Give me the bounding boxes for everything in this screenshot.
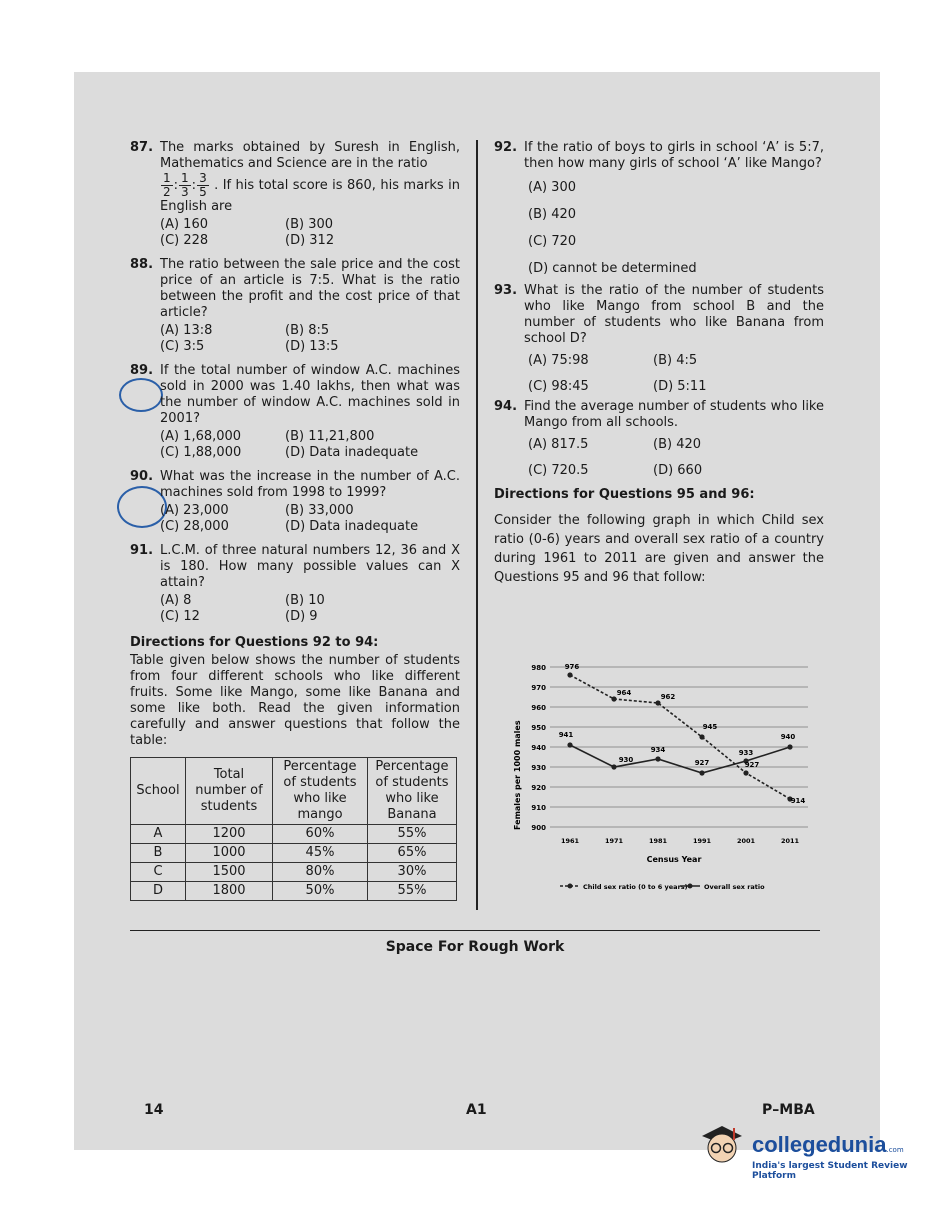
data-labels — [559, 663, 806, 805]
option-a: (A) 1,68,000 — [160, 429, 242, 444]
legend — [560, 883, 765, 891]
legend-child-sex-ratio: Child sex ratio (0 to 6 years) — [583, 883, 688, 891]
data-label: 927 — [744, 761, 760, 769]
y-tick-label: 970 — [531, 684, 546, 692]
directions-95-96-text: Consider the following graph in which Child sex ratio (0-6) years and overall sex ratio of a country during 1961 to 2011 are given and answer the Questions 95 and 96 that follow: — [494, 513, 824, 585]
table-header: School — [131, 758, 186, 825]
question-89 — [130, 363, 460, 465]
data-label: 934 — [650, 746, 666, 754]
data-point — [567, 672, 572, 677]
right-column — [494, 140, 824, 587]
data-point — [655, 700, 660, 705]
data-point — [699, 734, 704, 739]
y-tick-label: 910 — [531, 804, 546, 812]
booklet-code: A1 — [466, 1102, 487, 1118]
fraction: $\frac{3}{5}$ — [199, 171, 207, 199]
x-tick-label: 1971 — [604, 837, 624, 845]
question-87: 87. The marks obtained by Suresh in English, Mathematics and Science are in the ratio $\frac{1}{2}$ : $\frac{1}{3}$ : $\frac{3}{5}$ . If his total score is 860, his marks in English are (A) 160 (B) 300 (C) 228 (D) 312 — [130, 140, 460, 253]
brand-logo — [752, 1132, 950, 1181]
option-b: (B) 11,21,800 — [285, 429, 375, 444]
option-d: (D) 13:5 — [285, 339, 339, 354]
brand-mascot-icon — [694, 1118, 750, 1168]
question-text: Find the average number of students who like Mango from all schools. — [524, 399, 824, 430]
option-d: (D) cannot be determined — [528, 261, 697, 276]
option-c: (C) 3:5 — [160, 339, 205, 354]
option-a: (A) 75:98 — [528, 353, 589, 368]
option-c: (C) 28,000 — [160, 519, 229, 534]
page-number: 14 — [144, 1102, 164, 1118]
data-label: 927 — [694, 759, 710, 767]
table-cell: C — [131, 863, 186, 882]
table-row — [131, 863, 457, 882]
option-a: (A) 817.5 — [528, 437, 589, 452]
question-number: 90. — [130, 469, 154, 484]
table-cell: 45% — [273, 844, 368, 863]
option-a: (A) 23,000 — [160, 503, 229, 518]
directions-95-96-title: Directions for Questions 95 and 96: — [494, 487, 755, 502]
table-row — [131, 844, 457, 863]
data-label: 976 — [564, 663, 580, 671]
table-cell: 65% — [368, 844, 457, 863]
data-point — [655, 756, 660, 761]
table-cell: D — [131, 882, 186, 901]
x-axis-label: Census Year — [646, 855, 702, 864]
question-number: 88. — [130, 257, 154, 272]
data-point — [567, 742, 572, 747]
option-d: (D) 660 — [653, 463, 703, 478]
question-91 — [130, 543, 460, 629]
question-text: The marks obtained by Suresh in English, Mathematics and Science are in the ratio — [160, 140, 460, 171]
question-number: 89. — [130, 363, 154, 378]
question-text: L.C.M. of three natural numbers 12, 36 and X is 180. How many possible values can X attain? — [160, 543, 460, 590]
brand-tagline: India's largest Student Review Platform — [752, 1161, 908, 1181]
y-tick-label: 940 — [531, 744, 546, 752]
data-label: 940 — [780, 733, 796, 741]
question-text: If the ratio of boys to girls in school ‘A’ is 5:7, then how many girls of school ‘A’ like Mango? — [524, 140, 824, 171]
table-header: Percentage of students who like Banana — [368, 758, 457, 825]
left-column — [130, 140, 460, 901]
fraction: $\frac{1}{2}$ — [163, 171, 171, 199]
data-label: 945 — [702, 723, 718, 731]
directions-92-94-text: Table given below shows the number of students from four different schools who like different fruits. Some like Mango, some like Banana and some like both. Read the given information carefully and answer questions that follow the table: — [130, 653, 460, 748]
rough-work-label: Space For Rough Work — [130, 930, 820, 955]
option-c: (C) 228 — [160, 233, 209, 248]
table-cell: 55% — [368, 882, 457, 901]
brand-name: collegedunia — [752, 1132, 887, 1157]
option-b: (B) 8:5 — [285, 323, 330, 338]
column-divider — [476, 140, 478, 910]
data-point — [611, 764, 616, 769]
sex-ratio-chart — [494, 655, 820, 905]
option-c: (C) 720 — [528, 234, 577, 249]
option-d: (D) 312 — [285, 233, 335, 248]
table-header-row — [131, 758, 457, 825]
question-text: What is the ratio of the number of students who like Mango from school B and the number of students who like Banana from school D? — [524, 283, 824, 346]
data-label: 914 — [790, 797, 806, 805]
option-d: (D) Data inadequate — [285, 445, 419, 460]
fruit-table — [130, 757, 457, 901]
option-b: (B) 4:5 — [653, 353, 698, 368]
data-label: 962 — [660, 693, 676, 701]
directions-92-94-title: Directions for Questions 92 to 94: — [130, 635, 379, 650]
question-text: The ratio between the sale price and the cost price of an article is 7:5. What is the ratio between the profit and the cost price of that article? — [160, 257, 460, 320]
table-row — [131, 825, 457, 844]
question-94 — [494, 399, 824, 431]
question-90 — [130, 469, 460, 539]
question-number: 92. — [494, 140, 518, 155]
option-a: (A) 160 — [160, 217, 208, 232]
data-label: 930 — [618, 756, 634, 764]
brand-suffix: .com — [886, 1146, 904, 1154]
option-c: (C) 12 — [160, 609, 200, 624]
data-point — [611, 696, 616, 701]
table-cell: B — [131, 844, 186, 863]
question-text: If the total number of window A.C. machines sold in 2000 was 1.40 lakhs, then what was the number of window A.C. machines sold in 2001? — [160, 363, 460, 426]
data-point — [699, 770, 704, 775]
question-number: 93. — [494, 283, 518, 298]
option-c: (C) 98:45 — [528, 379, 589, 394]
data-label: 964 — [616, 689, 632, 697]
table-header: Total number of students — [186, 758, 273, 825]
y-tick-label: 900 — [531, 824, 546, 832]
x-tick-label: 1991 — [692, 837, 712, 845]
table-cell: 80% — [273, 863, 368, 882]
question-number: 91. — [130, 543, 154, 558]
chart-grid — [550, 667, 808, 827]
y-tick-labels — [531, 664, 546, 832]
option-d: (D) 5:11 — [653, 379, 707, 394]
option-d: (D) Data inadequate — [285, 519, 419, 534]
x-tick-label: 1961 — [560, 837, 580, 845]
option-a: (A) 13:8 — [160, 323, 213, 338]
table-row — [131, 882, 457, 901]
question-93 — [494, 283, 824, 347]
table-cell: 30% — [368, 863, 457, 882]
y-axis-label: Females per 1000 males — [513, 720, 522, 830]
option-c: (C) 1,88,000 — [160, 445, 242, 460]
question-88 — [130, 257, 460, 359]
option-b: (B) 420 — [653, 437, 702, 452]
paper-code: P–MBA — [762, 1102, 815, 1118]
data-point — [787, 744, 792, 749]
option-b: (B) 420 — [528, 207, 577, 222]
question-text: What was the increase in the number of A.C. machines sold from 1998 to 1999? — [160, 469, 460, 500]
option-b: (B) 10 — [285, 593, 325, 608]
x-tick-label: 2001 — [736, 837, 756, 845]
option-a: (A) 8 — [160, 593, 192, 608]
option-a: (A) 300 — [528, 180, 576, 195]
x-tick-labels — [561, 837, 800, 845]
question-number: 94. — [494, 399, 518, 414]
option-b: (B) 33,000 — [285, 503, 354, 518]
data-point — [743, 770, 748, 775]
fraction: $\frac{1}{3}$ — [181, 171, 189, 199]
question-text-continued: . If his total score is 860, his marks in English are — [160, 178, 460, 214]
y-tick-label: 930 — [531, 764, 546, 772]
table-cell: 60% — [273, 825, 368, 844]
data-label: 941 — [558, 731, 574, 739]
table-cell: 50% — [273, 882, 368, 901]
series-line-child-sex-ratio — [570, 675, 790, 799]
table-cell: A — [131, 825, 186, 844]
option-d: (D) 9 — [285, 609, 318, 624]
y-tick-label: 920 — [531, 784, 546, 792]
question-92 — [494, 140, 824, 172]
table-header: Percentage of students who like mango — [273, 758, 368, 825]
data-label: 933 — [738, 749, 754, 757]
question-number: 87. — [130, 140, 154, 155]
option-b: (B) 300 — [285, 217, 334, 232]
y-tick-label: 980 — [531, 664, 546, 672]
option-c: (C) 720.5 — [528, 463, 589, 478]
legend-overall-sex-ratio: Overall sex ratio — [704, 883, 765, 891]
table-cell: 1200 — [186, 825, 273, 844]
table-cell: 1800 — [186, 882, 273, 901]
table-cell: 1000 — [186, 844, 273, 863]
x-tick-label: 1981 — [648, 837, 668, 845]
x-tick-label: 2011 — [780, 837, 800, 845]
chart-series — [567, 672, 792, 801]
table-cell: 1500 — [186, 863, 273, 882]
table-cell: 55% — [368, 825, 457, 844]
y-tick-label: 960 — [531, 704, 546, 712]
y-tick-label: 950 — [531, 724, 546, 732]
